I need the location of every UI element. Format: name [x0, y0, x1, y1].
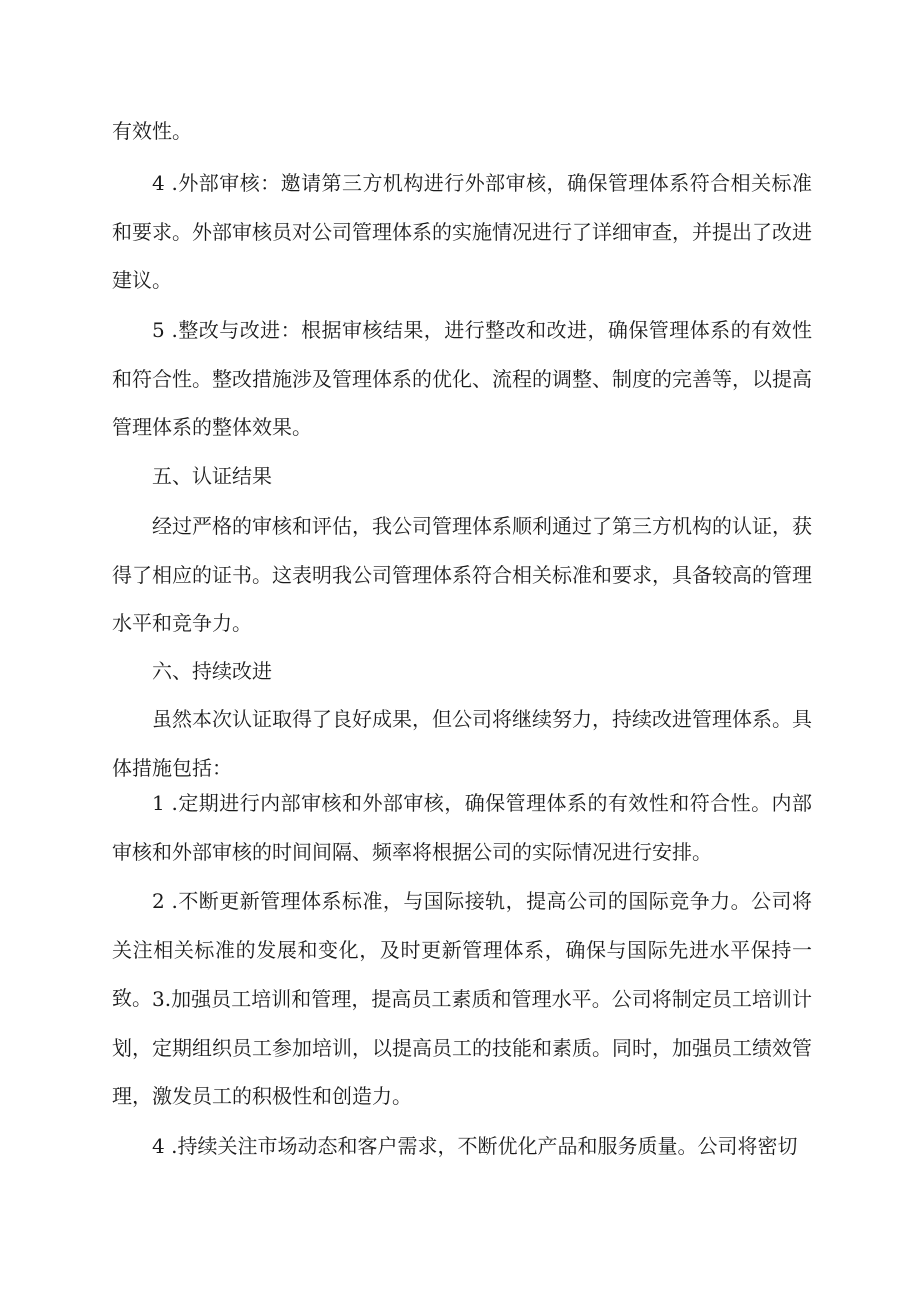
heading-certification-result: 五、认证结果	[152, 464, 272, 488]
paragraph-continuous-improvement-intro: 虽然本次认证取得了良好成果，但公司将继续努力，持续改进管理体系。具体措施包括：	[112, 707, 812, 780]
paragraph-continuation: 有效性。	[112, 119, 192, 143]
list-item-3: 3.加强员工培训和管理，提高员工素质和管理水平。公司将制定员工培训计划，定期组织员工参加培训，以提高员工的技能和素质。同时，加强员工绩效管理，激发员工的积极性和创造力。	[112, 987, 812, 1108]
list-item-4: 4 .持续关注市场动态和客户需求，不断优化产品和服务质量。公司将密切	[152, 1134, 798, 1158]
paragraph-external-audit: 4 .外部审核：邀请第三方机构进行外部审核，确保管理体系符合相关标准和要求。外部审核员对公司管理体系的实施情况进行了详细审查，并提出了改进建议。	[112, 171, 812, 292]
paragraph-certification-result: 经过严格的审核和评估，我公司管理体系顺利通过了第三方机构的认证，获得了相应的证书。这表明我公司管理体系符合相关标准和要求，具备较高的管理水平和竞争力。	[112, 514, 812, 635]
list-item-2: 2 .不断更新管理体系标准，与国际接轨，提高公司的国际竞争力。公司将关注相关标准的发展和变化，及时更新管理体系，确保与国际先进水平保持一致。	[112, 889, 812, 1010]
list-item-1: 1 .定期进行内部审核和外部审核，确保管理体系的有效性和符合性。内部审核和外部审核的时间间隔、频率将根据公司的实际情况进行安排。	[112, 791, 812, 864]
heading-continuous-improvement: 六、持续改进	[152, 659, 272, 683]
paragraph-rectification: 5 .整改与改进：根据审核结果，进行整改和改进，确保管理体系的有效性和符合性。整改措施涉及管理体系的优化、流程的调整、制度的完善等，以提高管理体系的整体效果。	[112, 318, 812, 439]
